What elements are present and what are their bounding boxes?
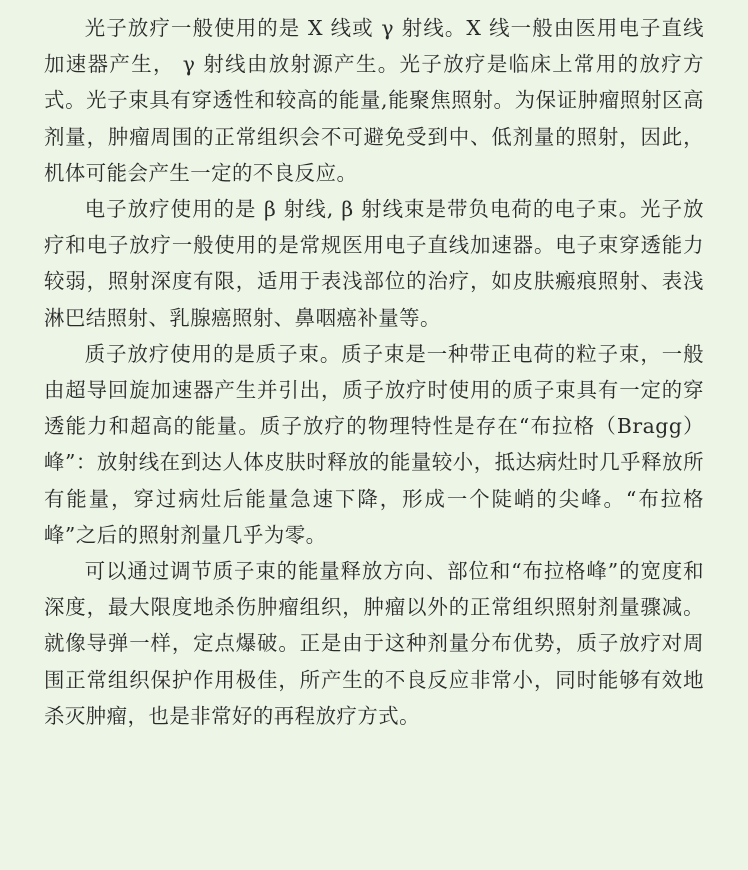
paragraph-proton-therapy: 质子放疗使用的是质子束。质子束是一种带正电荷的粒子束，一般由超导回旋加速器产生并引出，质子放疗时使用的质子束具有一定的穿透能力和超高的能量。质子放疗的物理特性是存在“布拉格（Bragg）峰”：放射线在到达人体皮肤时释放的能量较小，抵达病灶时几乎释放所有能量，穿过病灶后能量急速下降，形成一个陡峭的尖峰。“布拉格峰”之后的照射剂量几乎为零。: [44, 341, 704, 547]
paragraph-bragg-peak-advantage: 可以通过调节质子束的能量释放方向、部位和“布拉格峰”的宽度和深度，最大限度地杀伤肿瘤组织，肿瘤以外的正常组织照射剂量骤减。就像导弹一样，定点爆破。正是由于这种剂量分布优势，质子放疗对周围正常组织保护作用极佳，所产生的不良反应非常小，同时能够有效地杀灭肿瘤，也是非常好的再程放疗方式。: [44, 559, 704, 728]
paragraph-photon-therapy: 光子放疗一般使用的是 X 线或 γ 射线。X 线一般由医用电子直线加速器产生， γ 射线由放射源产生。光子放疗是临床上常用的放疗方式。光子束具有穿透性和较高的能量,能聚焦照射。为保证肿瘤照射区高剂量，肿瘤周围的正常组织会不可避免受到中、低剂量的照射，因此，机体可能会产生一定的不良反应。: [44, 16, 704, 185]
paragraph-electron-therapy: 电子放疗使用的是 β 射线, β 射线束是带负电荷的电子束。光子放疗和电子放疗一般使用的是常规医用电子直线加速器。电子束穿透能力较弱，照射深度有限，适用于表浅部位的治疗，如皮肤瘢痕照射、表浅淋巴结照射、乳腺癌照射、鼻咽癌补量等。: [44, 197, 704, 330]
